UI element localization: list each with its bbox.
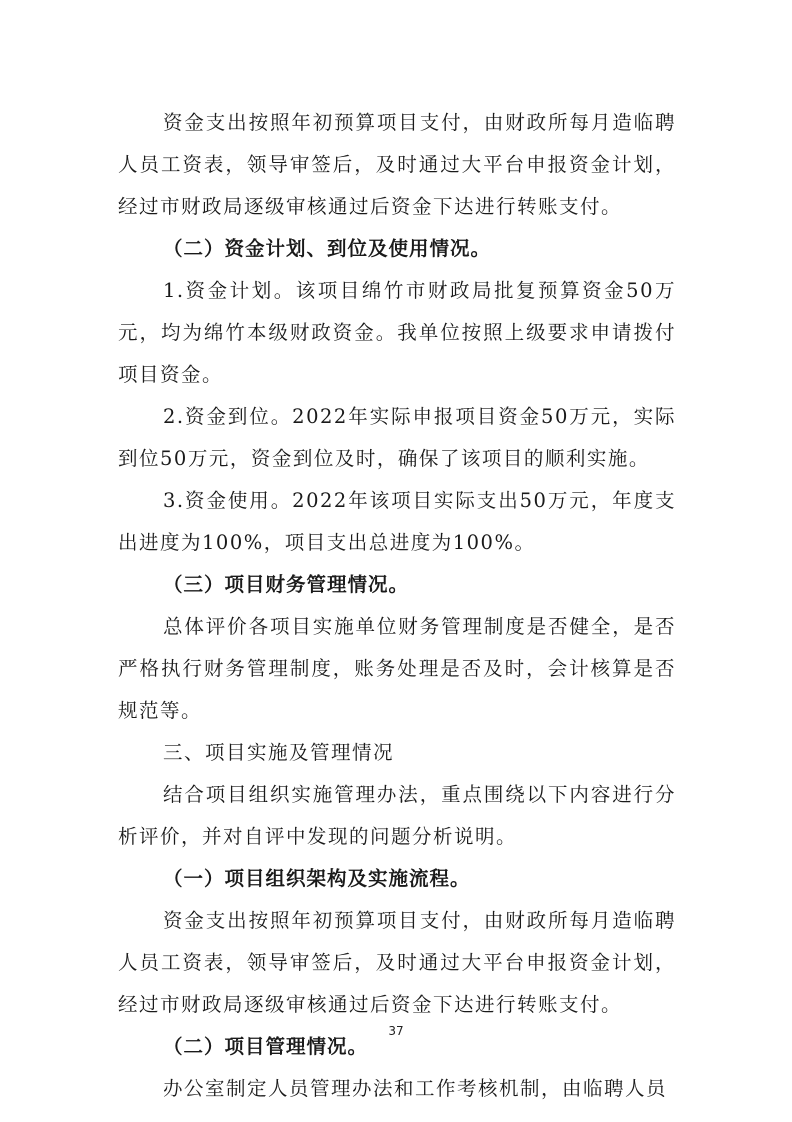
paragraph-fund-payment-2: 资金支出按照年初预算项目支付，由财政所每月造临聘人员工资表，领导审签后，及时通过大平台申报资金计划，经过市财政局逐级审核通过后资金下达进行转账支付。	[118, 909, 676, 1016]
heading-financial-management: （三）项目财务管理情况。	[163, 573, 410, 596]
paragraph-fund-payment-1: 资金支出按照年初预算项目支付，由财政所每月造临聘人员工资表，领导审签后，及时通过大平台申报资金计划，经过市财政局逐级审核通过后资金下达进行转账支付。	[118, 111, 676, 218]
page-number: 37	[388, 1024, 404, 1038]
section-title-implementation: 三、项目实施及管理情况	[163, 741, 395, 764]
heading-organization: （一）项目组织架构及实施流程。	[163, 867, 471, 890]
heading-project-management: （二）项目管理情况。	[163, 1035, 369, 1058]
document-body	[118, 102, 676, 1110]
paragraph-fund-arrival: 2.资金到位。2022年实际申报项目资金50万元，实际到位50万元，资金到位及时，确保了该项目的顺利实施。	[118, 405, 676, 470]
paragraph-fund-plan: 1.资金计划。该项目绵竹市财政局批复预算资金50万元，均为绵竹本级财政资金。我单位按照上级要求申请拨付项目资金。	[118, 279, 676, 386]
heading-fund-plan: （二）资金计划、到位及使用情况。	[163, 237, 492, 260]
paragraph-fund-usage: 3.资金使用。2022年该项目实际支出50万元，年度支出进度为100%，项目支出总进度为100%。	[118, 489, 676, 554]
paragraph-project-management: 办公室制定人员管理办法和工作考核机制，由临聘人员	[163, 1077, 668, 1100]
paragraph-financial-management: 总体评价各项目实施单位财务管理制度是否健全，是否严格执行财务管理制度，账务处理是否及时，会计核算是否规范等。	[118, 615, 676, 722]
paragraph-implementation-intro: 结合项目组织实施管理办法，重点围绕以下内容进行分析评价，并对自评中发现的问题分析说明。	[118, 783, 676, 848]
